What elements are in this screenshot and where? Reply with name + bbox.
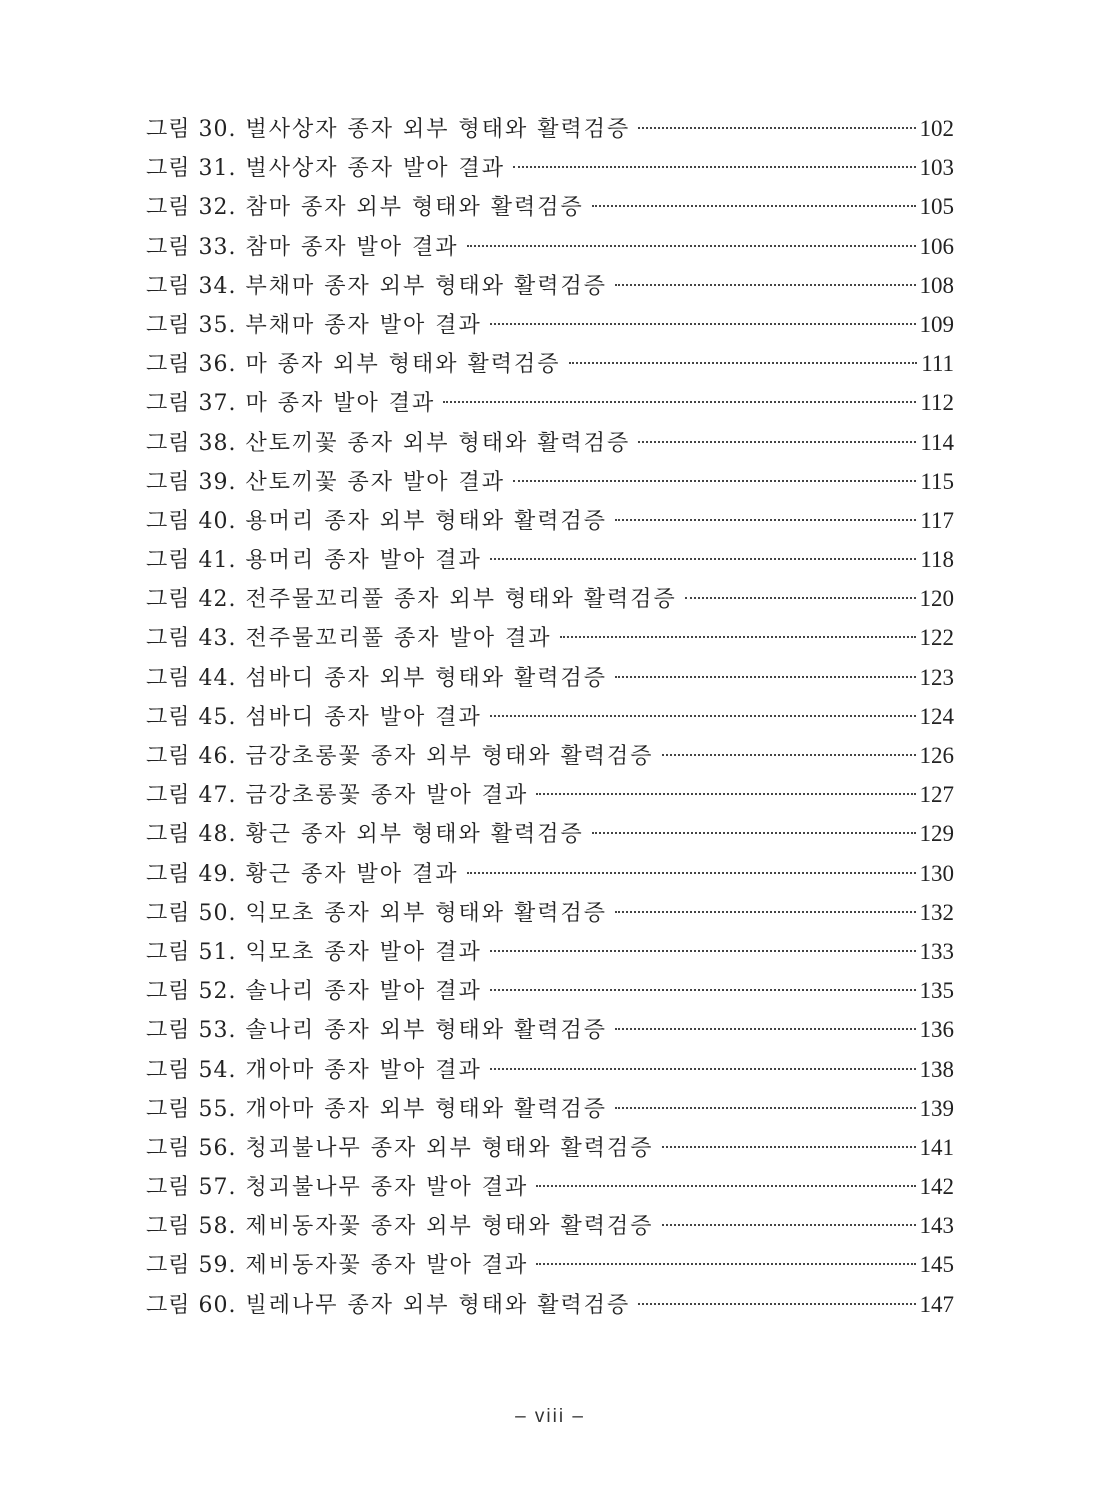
dot-leader xyxy=(638,441,916,443)
figure-title: 익모초 종자 발아 결과 xyxy=(245,939,482,965)
figure-number: 그림 59. xyxy=(146,1253,237,1279)
toc-entry[interactable] xyxy=(146,1167,954,1206)
page-reference: 145 xyxy=(919,1252,954,1278)
page-reference: 130 xyxy=(919,860,954,886)
figure-title: 산토끼꽃 종자 발아 결과 xyxy=(245,469,506,495)
figure-title: 빌레나무 종자 외부 형태와 활력검증 xyxy=(245,1292,631,1318)
figure-label xyxy=(146,1286,630,1325)
figure-number: 그림 33. xyxy=(146,234,237,260)
figure-number: 그림 54. xyxy=(146,1057,237,1083)
page-reference: 147 xyxy=(919,1291,954,1317)
figure-label xyxy=(146,1246,528,1285)
page-reference: 118 xyxy=(920,547,954,573)
figure-title: 벌사상자 종자 외부 형태와 활력검증 xyxy=(245,117,631,142)
dot-leader xyxy=(560,636,916,638)
figure-title: 제비동자꽃 종자 외부 형태와 활력검증 xyxy=(245,1214,654,1240)
page-reference: 143 xyxy=(919,1213,954,1239)
figure-number: 그림 43. xyxy=(146,626,237,652)
dot-leader xyxy=(592,832,916,834)
figure-title: 용머리 종자 발아 결과 xyxy=(245,548,482,574)
figure-label xyxy=(146,1129,654,1168)
page-reference: 126 xyxy=(919,743,954,768)
figure-list-toc xyxy=(146,109,954,1324)
toc-entry[interactable] xyxy=(146,383,954,422)
figure-number: 그림 44. xyxy=(146,665,237,691)
figure-label xyxy=(146,541,482,580)
toc-entry[interactable] xyxy=(146,736,954,775)
figure-title: 마 종자 외부 형태와 활력검증 xyxy=(245,352,561,378)
figure-title: 황근 종자 발아 결과 xyxy=(245,861,459,887)
page-reference: 129 xyxy=(919,821,954,847)
figure-number: 그림 41. xyxy=(146,548,237,574)
figure-label xyxy=(146,619,552,658)
figure-title: 산토끼꽃 종자 외부 형태와 활력검증 xyxy=(245,430,631,456)
figure-number: 그림 42. xyxy=(146,587,237,613)
figure-number: 그림 55. xyxy=(146,1096,237,1122)
page-reference: 105 xyxy=(919,194,954,220)
figure-title: 솔나리 종자 발아 결과 xyxy=(245,979,482,1005)
figure-title: 부채마 종자 발아 결과 xyxy=(245,312,482,338)
figure-number: 그림 40. xyxy=(146,508,237,534)
page-reference: 112 xyxy=(920,390,954,416)
figure-label xyxy=(146,306,482,345)
toc-entry[interactable] xyxy=(146,1128,954,1167)
figure-label xyxy=(146,776,528,815)
page-reference: 123 xyxy=(919,664,954,690)
figure-label xyxy=(146,384,435,423)
toc-entry[interactable] xyxy=(146,854,954,893)
figure-label xyxy=(146,110,630,149)
toc-entry[interactable] xyxy=(146,540,954,579)
toc-entry[interactable] xyxy=(146,814,954,853)
figure-number: 그림 56. xyxy=(146,1135,237,1161)
figure-number: 그림 58. xyxy=(146,1214,237,1240)
toc-entry[interactable] xyxy=(146,148,954,187)
figure-number: 그림 60. xyxy=(146,1292,237,1318)
figure-title: 참마 종자 외부 형태와 활력검증 xyxy=(245,195,584,221)
page-reference: 114 xyxy=(920,429,954,455)
dot-leader xyxy=(467,245,916,247)
dot-leader xyxy=(513,166,915,168)
dot-leader xyxy=(467,872,916,874)
figure-label xyxy=(146,267,607,306)
toc-entry[interactable] xyxy=(146,893,954,932)
figure-number: 그림 48. xyxy=(146,822,237,848)
figure-number: 그림 31. xyxy=(146,156,237,182)
page-reference: 124 xyxy=(919,703,954,729)
dot-leader xyxy=(443,401,916,403)
toc-entry[interactable] xyxy=(146,462,954,501)
dot-leader xyxy=(638,127,915,129)
page-reference: 115 xyxy=(920,468,954,494)
page-reference: 106 xyxy=(919,233,954,259)
figure-number: 그림 49. xyxy=(146,861,237,887)
figure-label xyxy=(146,580,677,619)
figure-label xyxy=(146,815,584,854)
figure-title: 전주물꼬리풀 종자 외부 형태와 활력검증 xyxy=(245,587,677,613)
figure-label xyxy=(146,855,459,894)
dot-leader xyxy=(615,911,915,913)
page-footer-number: – viii – xyxy=(515,1406,585,1427)
page-reference: 103 xyxy=(919,155,954,181)
figure-title: 개아마 종자 발아 결과 xyxy=(245,1057,482,1083)
figure-label xyxy=(146,1051,482,1090)
figure-title: 마 종자 발아 결과 xyxy=(245,391,436,417)
figure-title: 금강초롱꽃 종자 외부 형태와 활력검증 xyxy=(245,744,654,769)
page-reference: 135 xyxy=(919,978,954,1004)
toc-entry[interactable] xyxy=(146,1050,954,1089)
toc-entry[interactable] xyxy=(146,344,954,383)
figure-title: 전주물꼬리풀 종자 발아 결과 xyxy=(245,626,552,652)
dot-leader xyxy=(662,1146,916,1148)
figure-title: 청괴불나무 종자 발아 결과 xyxy=(245,1175,529,1201)
figure-number: 그림 57. xyxy=(146,1175,237,1201)
figure-number: 그림 38. xyxy=(146,430,237,456)
figure-label xyxy=(146,1090,607,1129)
toc-entry[interactable] xyxy=(146,618,954,657)
toc-entry[interactable] xyxy=(146,501,954,540)
dot-leader xyxy=(490,323,916,325)
dot-leader xyxy=(592,205,916,207)
toc-entry[interactable] xyxy=(146,658,954,697)
toc-entry[interactable] xyxy=(146,697,954,736)
dot-leader xyxy=(490,950,916,952)
figure-title: 섬바디 종자 발아 결과 xyxy=(245,704,482,730)
figure-label xyxy=(146,424,630,463)
toc-entry[interactable] xyxy=(146,1285,954,1324)
figure-number: 그림 46. xyxy=(146,744,237,769)
toc-entry[interactable] xyxy=(146,266,954,305)
dot-leader xyxy=(662,754,916,756)
figure-label xyxy=(146,149,505,188)
page-reference: 138 xyxy=(919,1056,954,1082)
toc-entry[interactable] xyxy=(146,423,954,462)
figure-label xyxy=(146,737,654,776)
figure-label xyxy=(146,698,482,737)
page-reference: 133 xyxy=(919,938,954,964)
page-reference: 117 xyxy=(920,507,954,533)
figure-number: 그림 35. xyxy=(146,312,237,338)
toc-entry[interactable] xyxy=(146,775,954,814)
figure-title: 벌사상자 종자 발아 결과 xyxy=(245,156,506,182)
figure-number: 그림 45. xyxy=(146,704,237,730)
figure-title: 청괴불나무 종자 외부 형태와 활력검증 xyxy=(245,1135,654,1161)
figure-label xyxy=(146,228,459,267)
page-reference: 120 xyxy=(919,586,954,612)
figure-number: 그림 34. xyxy=(146,273,237,299)
dot-leader xyxy=(615,519,916,521)
figure-title: 부채마 종자 외부 형태와 활력검증 xyxy=(245,273,608,299)
figure-title: 제비동자꽃 종자 발아 결과 xyxy=(245,1253,529,1279)
figure-label xyxy=(146,188,584,227)
figure-title: 참마 종자 발아 결과 xyxy=(245,234,459,260)
toc-entry[interactable] xyxy=(146,227,954,266)
toc-entry[interactable] xyxy=(146,1245,954,1284)
dot-leader xyxy=(569,362,918,364)
figure-title: 금강초롱꽃 종자 발아 결과 xyxy=(245,783,529,809)
figure-title: 개아마 종자 외부 형태와 활력검증 xyxy=(245,1096,608,1122)
figure-label xyxy=(146,502,607,541)
dot-leader xyxy=(662,1224,916,1226)
figure-label xyxy=(146,345,561,384)
figure-label xyxy=(146,972,482,1011)
dot-leader xyxy=(490,989,916,991)
figure-label xyxy=(146,1011,607,1050)
dot-leader xyxy=(536,793,915,795)
figure-label xyxy=(146,659,607,698)
figure-label xyxy=(146,463,505,502)
page-reference: 122 xyxy=(919,625,954,651)
figure-title: 익모초 종자 외부 형태와 활력검증 xyxy=(245,900,608,926)
figure-number: 그림 30. xyxy=(146,117,237,142)
figure-number: 그림 50. xyxy=(146,900,237,926)
dot-leader xyxy=(615,284,915,286)
page-reference: 139 xyxy=(919,1095,954,1121)
figure-label xyxy=(146,933,482,972)
dot-leader xyxy=(615,676,915,678)
page-reference: 111 xyxy=(921,351,954,377)
toc-entry[interactable] xyxy=(146,1206,954,1245)
toc-entry[interactable] xyxy=(146,305,954,344)
dot-leader xyxy=(536,1185,915,1187)
dot-leader xyxy=(638,1303,915,1305)
toc-entry[interactable] xyxy=(146,1089,954,1128)
page-reference: 127 xyxy=(919,782,954,808)
figure-number: 그림 51. xyxy=(146,939,237,965)
dot-leader xyxy=(490,715,916,717)
toc-entry[interactable] xyxy=(146,971,954,1010)
page-reference: 132 xyxy=(919,899,954,925)
toc-entry[interactable] xyxy=(146,187,954,226)
figure-number: 그림 37. xyxy=(146,391,237,417)
figure-label xyxy=(146,1168,528,1207)
toc-entry[interactable] xyxy=(146,932,954,971)
page-reference: 108 xyxy=(919,272,954,298)
figure-number: 그림 39. xyxy=(146,469,237,495)
dot-leader xyxy=(490,1068,916,1070)
dot-leader xyxy=(615,1028,915,1030)
toc-entry[interactable] xyxy=(146,579,954,618)
figure-label xyxy=(146,894,607,933)
dot-leader xyxy=(685,597,916,599)
page-reference: 102 xyxy=(919,116,954,141)
dot-leader xyxy=(513,480,916,482)
dot-leader xyxy=(490,558,917,560)
toc-entry[interactable] xyxy=(146,1010,954,1049)
figure-title: 황근 종자 외부 형태와 활력검증 xyxy=(245,822,584,848)
page-reference: 141 xyxy=(919,1134,954,1160)
figure-label xyxy=(146,1207,654,1246)
dot-leader xyxy=(536,1263,915,1265)
page-reference: 142 xyxy=(919,1174,954,1200)
figure-number: 그림 32. xyxy=(146,195,237,221)
figure-number: 그림 52. xyxy=(146,979,237,1005)
figure-number: 그림 36. xyxy=(146,352,237,378)
figure-title: 섬바디 종자 외부 형태와 활력검증 xyxy=(245,665,608,691)
figure-number: 그림 47. xyxy=(146,783,237,809)
figure-title: 용머리 종자 외부 형태와 활력검증 xyxy=(245,508,608,534)
figure-number: 그림 53. xyxy=(146,1018,237,1044)
figure-title: 솔나리 종자 외부 형태와 활력검증 xyxy=(245,1018,608,1044)
page-reference: 109 xyxy=(919,311,954,337)
dot-leader xyxy=(615,1107,915,1109)
toc-entry[interactable] xyxy=(146,109,954,148)
page-reference: 136 xyxy=(919,1017,954,1043)
